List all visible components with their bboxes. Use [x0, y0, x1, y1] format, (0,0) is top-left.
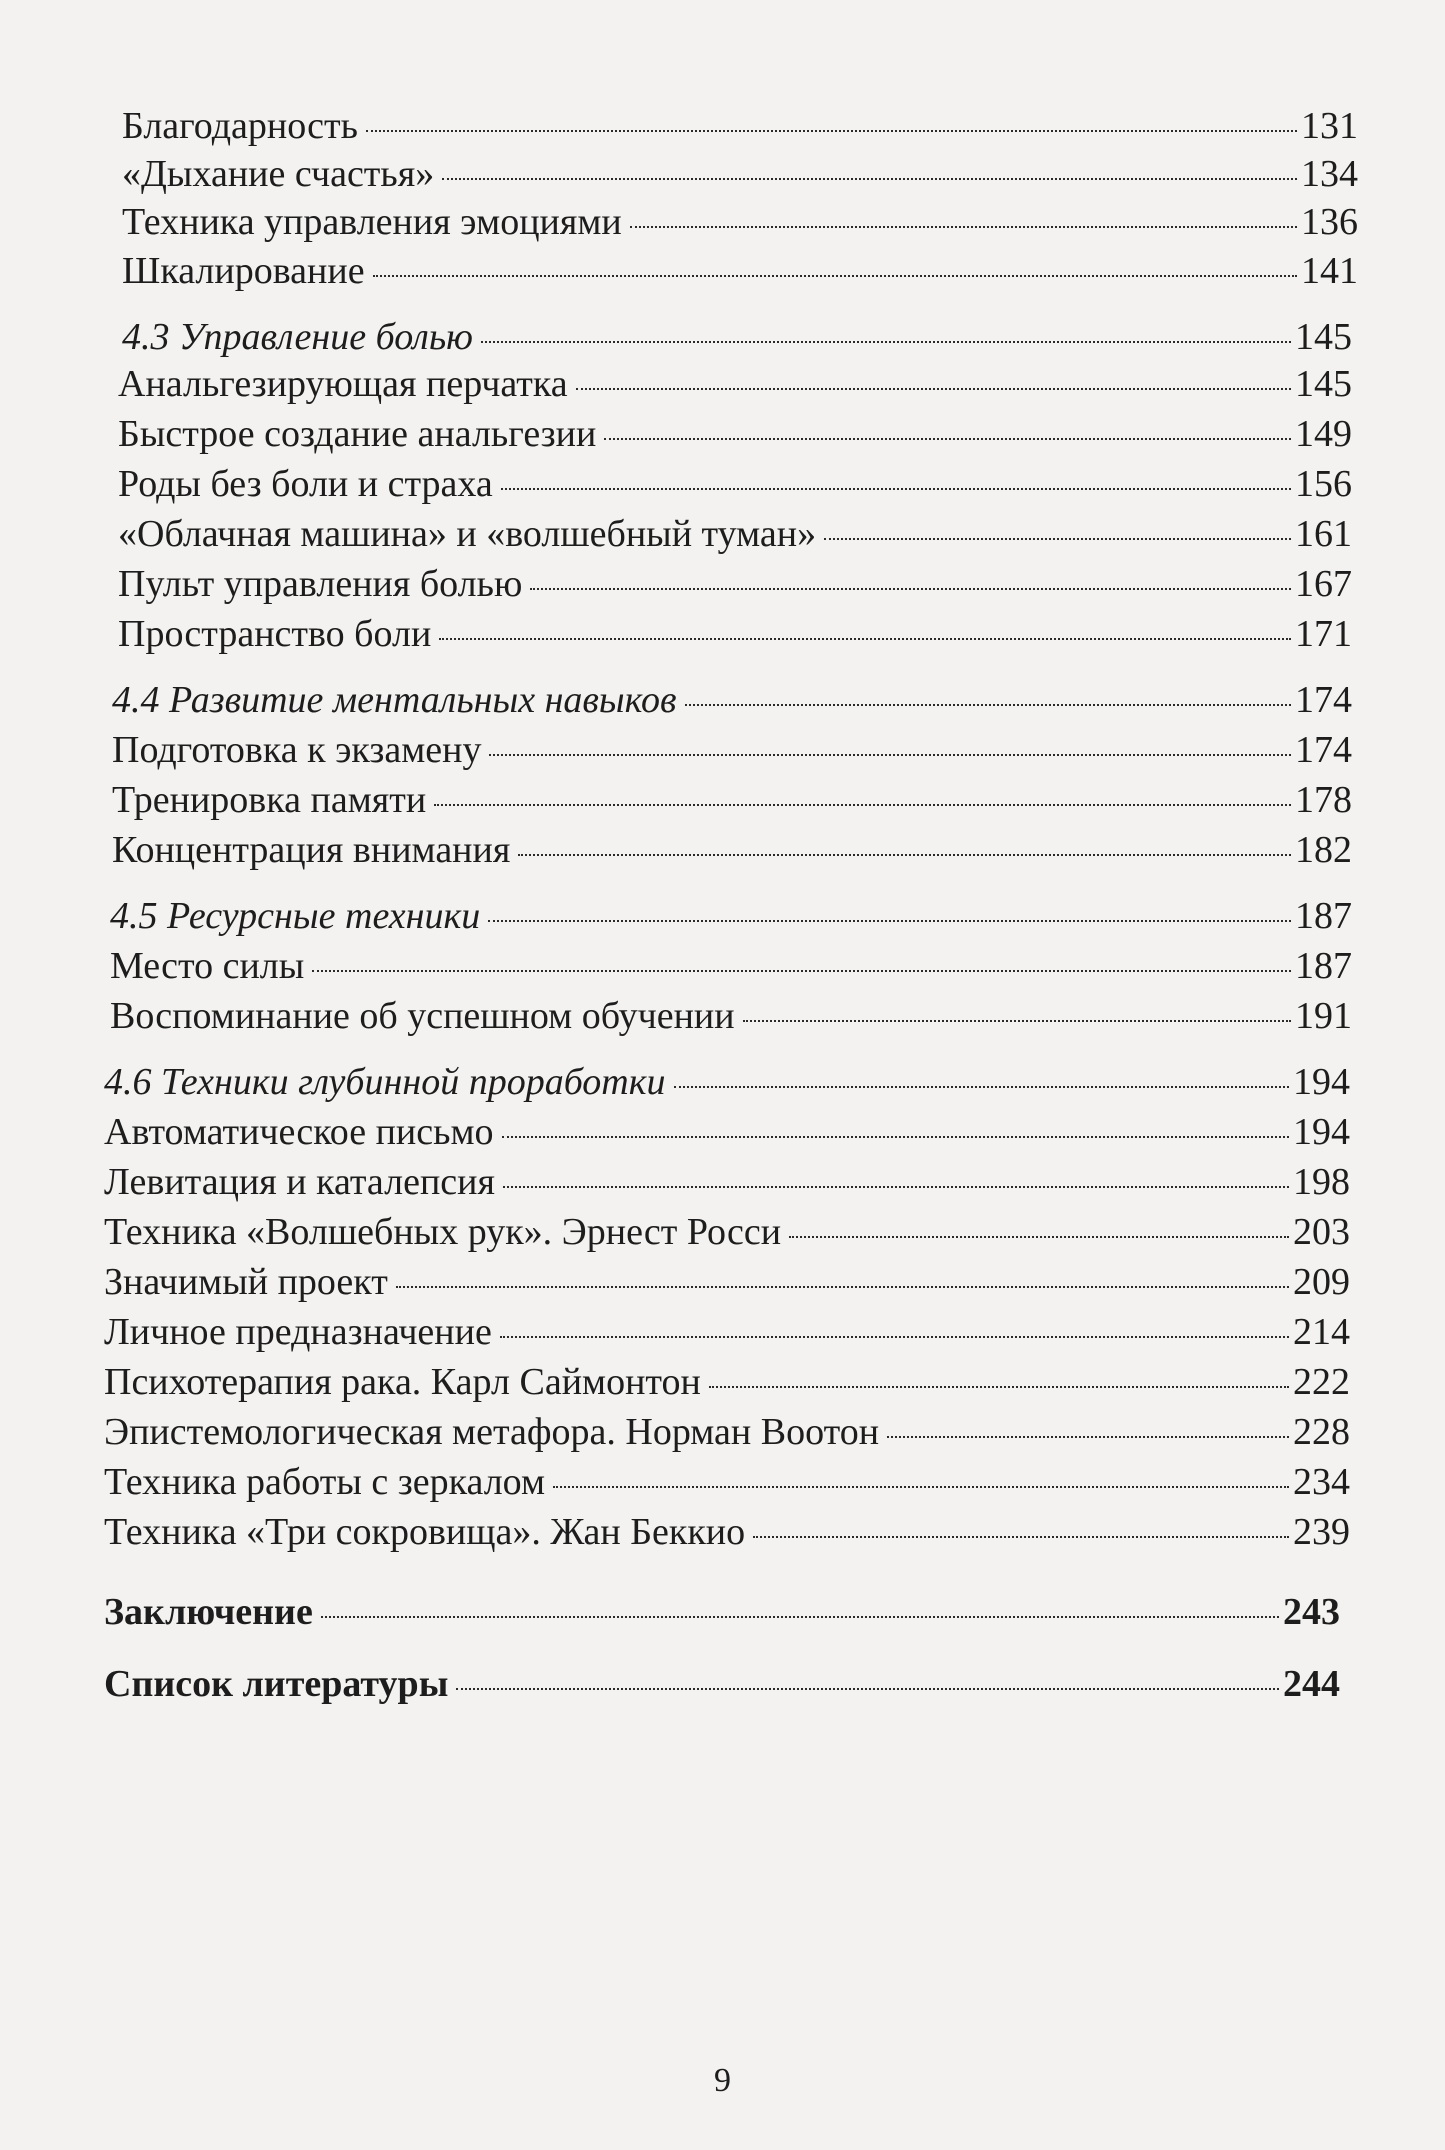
toc-entry-page: 234 — [1293, 1461, 1350, 1503]
toc-entry-title: Воспоминание об успешном обучении — [110, 995, 735, 1037]
toc-entry-title: Значимый проект — [104, 1261, 388, 1303]
dot-leader — [312, 970, 1291, 972]
toc-entry — [112, 826, 1352, 874]
toc-entry — [104, 1660, 1340, 1708]
toc-entry-page: 167 — [1295, 563, 1352, 605]
toc-entry-page: 145 — [1295, 363, 1352, 405]
toc-entry — [122, 247, 1358, 295]
toc-entry-title: Пульт управления болью — [118, 563, 523, 605]
toc-entry — [118, 510, 1352, 558]
dot-leader — [553, 1486, 1289, 1488]
toc-entry-title: 4.6 Техники глубинной проработки — [104, 1061, 666, 1103]
toc-entry-title: Левитация и каталепсия — [104, 1161, 495, 1203]
toc-entry-title: Автоматическое письмо — [104, 1111, 494, 1153]
toc-entry-page: 203 — [1293, 1211, 1350, 1253]
dot-leader — [685, 704, 1292, 706]
toc-entry-title: «Облачная машина» и «волшебный туман» — [118, 513, 817, 555]
toc-entry — [104, 1308, 1350, 1356]
toc-entry — [122, 198, 1358, 246]
dot-leader — [824, 538, 1291, 540]
toc-entry-page: 149 — [1295, 413, 1352, 455]
toc-entry-page: 174 — [1295, 729, 1352, 771]
dot-leader — [674, 1086, 1289, 1088]
toc-entry-page: 209 — [1293, 1261, 1350, 1303]
toc-entry — [118, 410, 1352, 458]
page-number: 9 — [714, 2062, 731, 2099]
toc-entry — [104, 1208, 1350, 1256]
dot-leader — [502, 1136, 1290, 1138]
toc-entry — [122, 150, 1358, 198]
toc-entry-title: 4.3 Управление болью — [122, 316, 473, 358]
toc-entry-page: 228 — [1293, 1411, 1350, 1453]
dot-leader — [488, 920, 1291, 922]
toc-entry-title: Подготовка к экзамену — [112, 729, 482, 771]
toc-section-entry — [112, 676, 1352, 724]
toc-entry — [112, 726, 1352, 774]
dot-leader — [439, 638, 1291, 640]
toc-entry — [118, 460, 1352, 508]
toc-entry — [118, 360, 1352, 408]
toc-entry — [118, 560, 1352, 608]
dot-leader — [743, 1020, 1291, 1022]
toc-entry-page: 141 — [1301, 250, 1358, 292]
dot-leader — [321, 1616, 1279, 1618]
toc-entry-page: 145 — [1295, 316, 1352, 358]
toc-entry — [104, 1358, 1350, 1406]
dot-leader — [518, 854, 1291, 856]
toc-entry — [104, 1108, 1350, 1156]
toc-entry — [104, 1408, 1350, 1456]
dot-leader — [887, 1436, 1289, 1438]
toc-entry — [112, 776, 1352, 824]
dot-leader — [709, 1386, 1289, 1388]
toc-entry-title: Личное предназначение — [104, 1311, 492, 1353]
toc-entry-page: 214 — [1293, 1311, 1350, 1353]
toc-entry-title: Заключение — [104, 1591, 313, 1633]
toc-entry — [110, 942, 1352, 990]
dot-leader — [500, 1336, 1289, 1338]
toc-entry-page: 239 — [1293, 1511, 1350, 1553]
toc-entry-page: 187 — [1295, 945, 1352, 987]
toc-entry-page: 178 — [1295, 779, 1352, 821]
toc-entry — [104, 1258, 1350, 1306]
dot-leader — [789, 1236, 1289, 1238]
toc-entry — [104, 1508, 1350, 1556]
toc-entry-title: Психотерапия рака. Карл Саймонтон — [104, 1361, 701, 1403]
toc-entry-page: 174 — [1295, 679, 1352, 721]
dot-leader — [503, 1186, 1289, 1188]
toc-entry-title: 4.4 Развитие ментальных навыков — [112, 679, 677, 721]
dot-leader — [434, 804, 1291, 806]
dot-leader — [366, 130, 1297, 132]
toc-entry-title: «Дыхание счастья» — [122, 153, 435, 195]
toc-entry — [110, 992, 1352, 1040]
toc-entry-title: Быстрое создание анальгезии — [118, 413, 597, 455]
toc-section-entry — [104, 1058, 1350, 1106]
dot-leader — [630, 226, 1297, 228]
toc-entry-title: Концентрация внимания — [112, 829, 511, 871]
toc-entry-title: Техника управления эмоциями — [122, 201, 622, 243]
toc-entry — [104, 1588, 1340, 1636]
dot-leader — [442, 178, 1297, 180]
toc-entry-page: 182 — [1295, 829, 1352, 871]
dot-leader — [753, 1536, 1289, 1538]
dot-leader — [576, 388, 1291, 390]
dot-leader — [373, 275, 1297, 277]
toc-entry-title: Благодарность — [122, 105, 358, 147]
toc-entry-title: Шкалирование — [122, 250, 365, 292]
toc-entry-page: 243 — [1283, 1591, 1340, 1633]
toc-entry-page: 171 — [1295, 613, 1352, 655]
toc-entry-page: 134 — [1301, 153, 1358, 195]
toc-entry-page: 156 — [1295, 463, 1352, 505]
toc-entry — [118, 610, 1352, 658]
toc-entry-page: 136 — [1301, 201, 1358, 243]
toc-entry — [122, 102, 1358, 150]
dot-leader — [456, 1688, 1279, 1690]
toc-entry-title: Техника работы с зеркалом — [104, 1461, 546, 1503]
toc-entry-title: Техника «Три сокровища». Жан Беккио — [104, 1511, 746, 1553]
toc-entry-page: 222 — [1293, 1361, 1350, 1403]
toc-entry-page: 244 — [1283, 1663, 1340, 1705]
toc-entry-title: Техника «Волшебных рук». Эрнест Росси — [104, 1211, 782, 1253]
toc-entry — [104, 1458, 1350, 1506]
toc-entry — [104, 1158, 1350, 1206]
dot-leader — [489, 754, 1291, 756]
toc-entry-page: 161 — [1295, 513, 1352, 555]
toc-entry-title: 4.5 Ресурсные техники — [110, 895, 481, 937]
toc-entry-page: 131 — [1301, 105, 1358, 147]
toc-section-entry — [122, 313, 1352, 361]
dot-leader — [501, 488, 1291, 490]
toc-entry-page: 198 — [1293, 1161, 1350, 1203]
toc-entry-page: 194 — [1293, 1061, 1350, 1103]
dot-leader — [396, 1286, 1289, 1288]
dot-leader — [481, 341, 1291, 343]
toc-entry-page: 187 — [1295, 895, 1352, 937]
toc-entry-title: Анальгезирующая перчатка — [118, 363, 568, 405]
toc-entry-page: 191 — [1295, 995, 1352, 1037]
toc-entry-title: Роды без боли и страха — [118, 463, 493, 505]
dot-leader — [604, 438, 1291, 440]
dot-leader — [530, 588, 1291, 590]
toc-entry-page: 194 — [1293, 1111, 1350, 1153]
toc-entry-title: Список литературы — [104, 1663, 449, 1705]
toc-entry-title: Пространство боли — [118, 613, 432, 655]
toc-entry-title: Место силы — [110, 945, 305, 987]
toc-entry-title: Тренировка памяти — [112, 779, 427, 821]
toc-entry-title: Эпистемологическая метафора. Норман Воотон — [104, 1411, 880, 1453]
toc-section-entry — [110, 892, 1352, 940]
